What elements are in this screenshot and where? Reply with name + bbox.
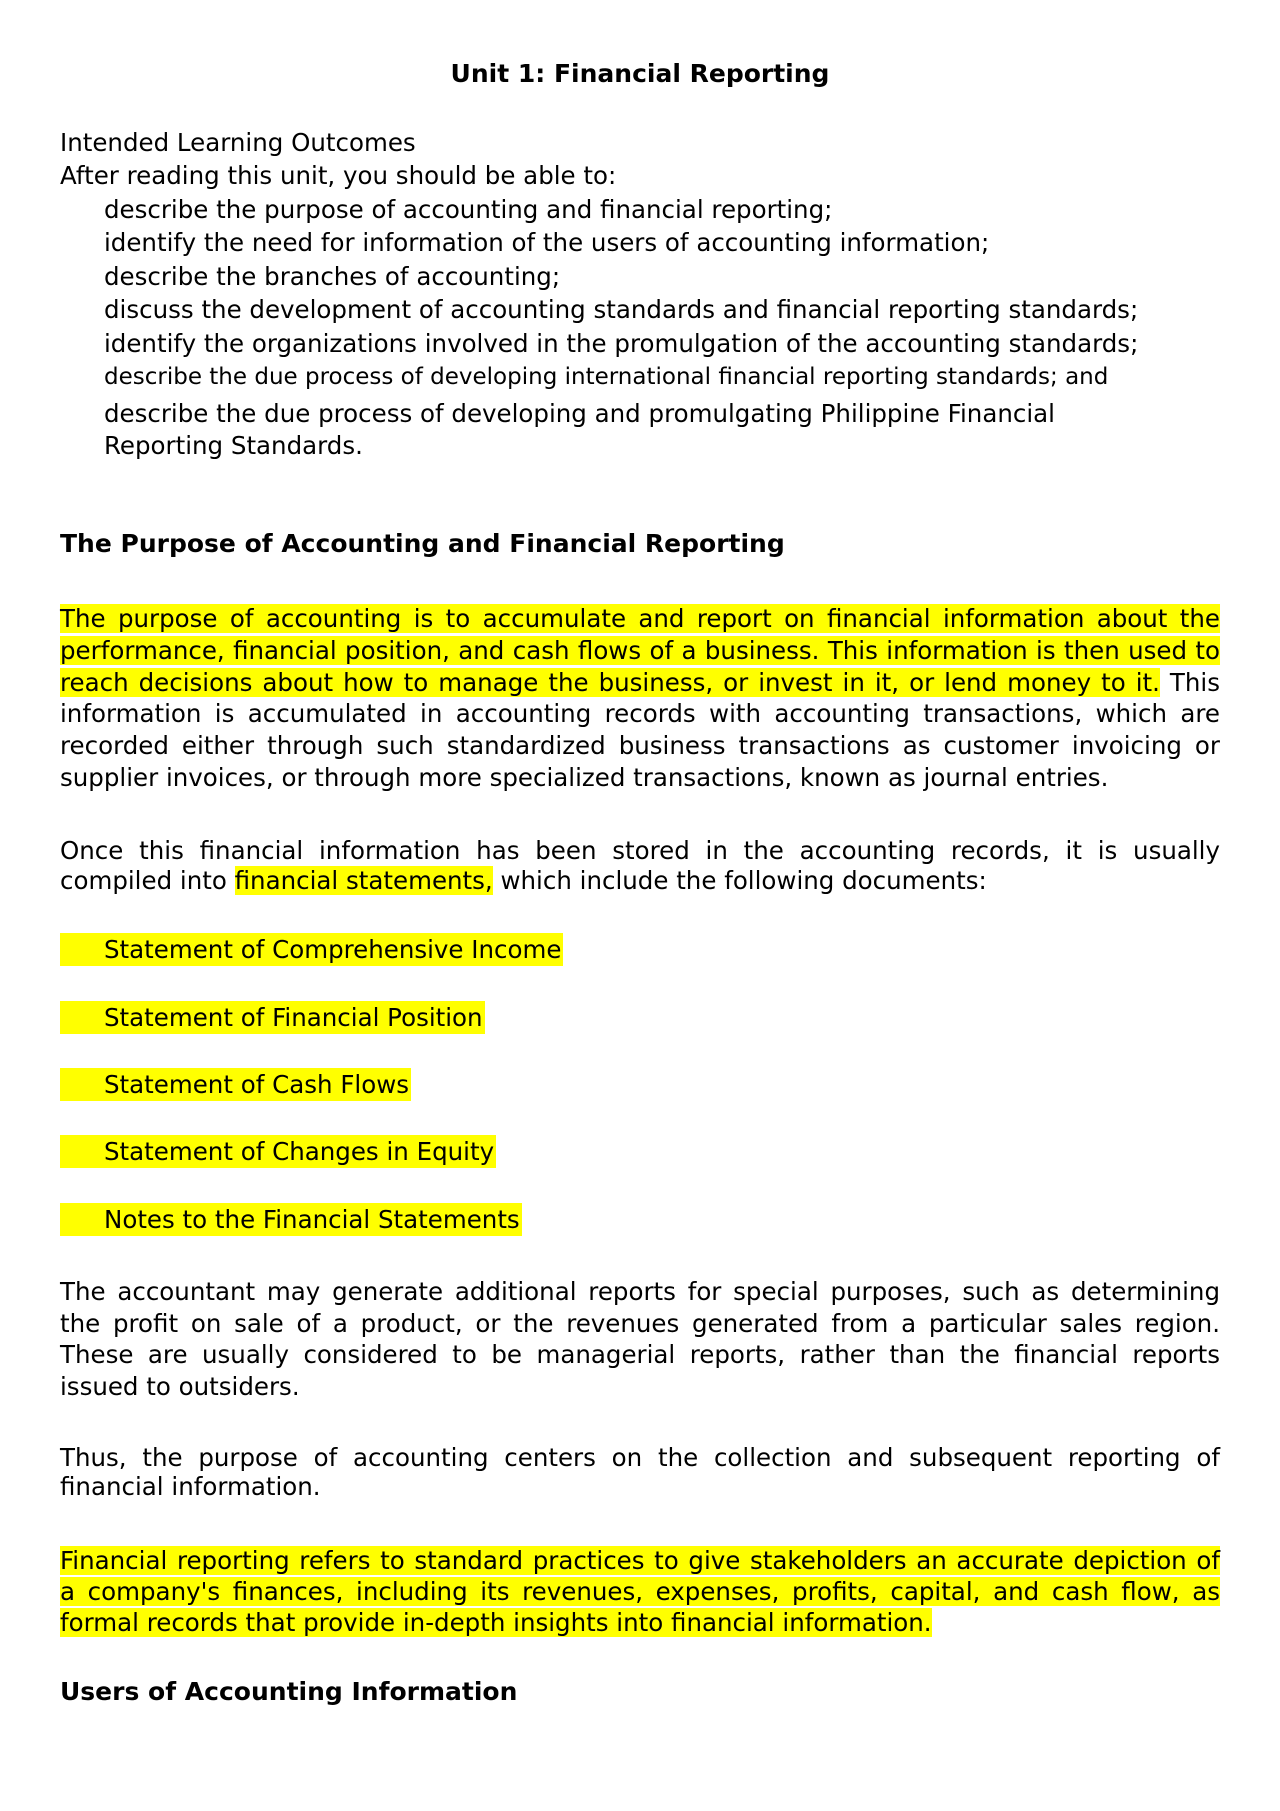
statement-item: Statement of Comprehensive Income (60, 933, 563, 966)
purpose-paragraph-2 (60, 836, 1220, 896)
purpose-paragraph-3: The accountant may generate additional reports for special purposes, such as determining the profit on sale of a product, or the revenues generated from a particular sales region. These are usually considered to be managerial reports, rather than the financial reports issued to outsiders. (60, 1277, 1220, 1402)
purpose-paragraph-1 (60, 603, 1220, 794)
purpose-paragraph-2-start: Once this financial information has been stored in the accounting records, it is usually compiled into (60, 836, 1220, 895)
financial-reporting-definition (60, 1545, 1220, 1638)
ilo-item: describe the branches of accounting; (104, 262, 561, 291)
ilo-item: describe the purpose of accounting and financial reporting; (104, 195, 833, 224)
ilo-item: identify the need for information of the users of accounting information; (104, 228, 990, 257)
ilo-item: describe the due process of developing and promulgating Philippine Financial Reporting Standards. (104, 399, 1055, 460)
statement-item: Notes to the Financial Statements (60, 1203, 522, 1236)
purpose-paragraph-2-end: which include the following documents: (492, 866, 987, 895)
ilo-heading: Intended Learning Outcomes (60, 128, 416, 157)
statement-item: Statement of Cash Flows (60, 1068, 411, 1101)
purpose-paragraph-4: Thus, the purpose of accounting centers on the collection and subsequent reporting of financial information. (60, 1443, 1220, 1501)
financial-reporting-highlight: Financial reporting refers to standard practices to give stakeholders an accurate depiction of a company's finances, including its revenues, expenses, profits, capital, and cash flow, as formal records that provide in-depth insights into financial information. (60, 1546, 1220, 1637)
ilo-intro: After reading this unit, you should be able to: (60, 161, 617, 190)
ilo-item: identify the organizations involved in the promulgation of the accounting standards; (104, 329, 1139, 358)
page-title: Unit 1: Financial Reporting (450, 59, 830, 88)
statement-item: Statement of Financial Position (60, 1001, 485, 1034)
ilo-item: discuss the development of accounting standards and financial reporting standards; (104, 295, 1139, 324)
ilo-item: describe the due process of developing international financial reporting standards; and (104, 364, 1109, 390)
purpose-heading: The Purpose of Accounting and Financial Reporting (60, 529, 785, 558)
purpose-definition-highlight: The purpose of accounting is to accumulate and report on financial information about the performance, financial position, and cash flows of a business. This information is then used to reach decisions about how to manage the business, or invest in it, or lend money to it. (60, 604, 1220, 697)
purpose-paragraph-1-rest: This information is accumulated in accounting records with accounting transactions, which are recorded either through such standardized business transactions as customer invoicing or supplier invoices, or through more specialized transactions, known as journal entries. (60, 667, 1221, 792)
users-heading: Users of Accounting Information (60, 1677, 518, 1706)
financial-statements-highlight: financial statements, (234, 866, 493, 895)
statement-item: Statement of Changes in Equity (60, 1135, 496, 1168)
